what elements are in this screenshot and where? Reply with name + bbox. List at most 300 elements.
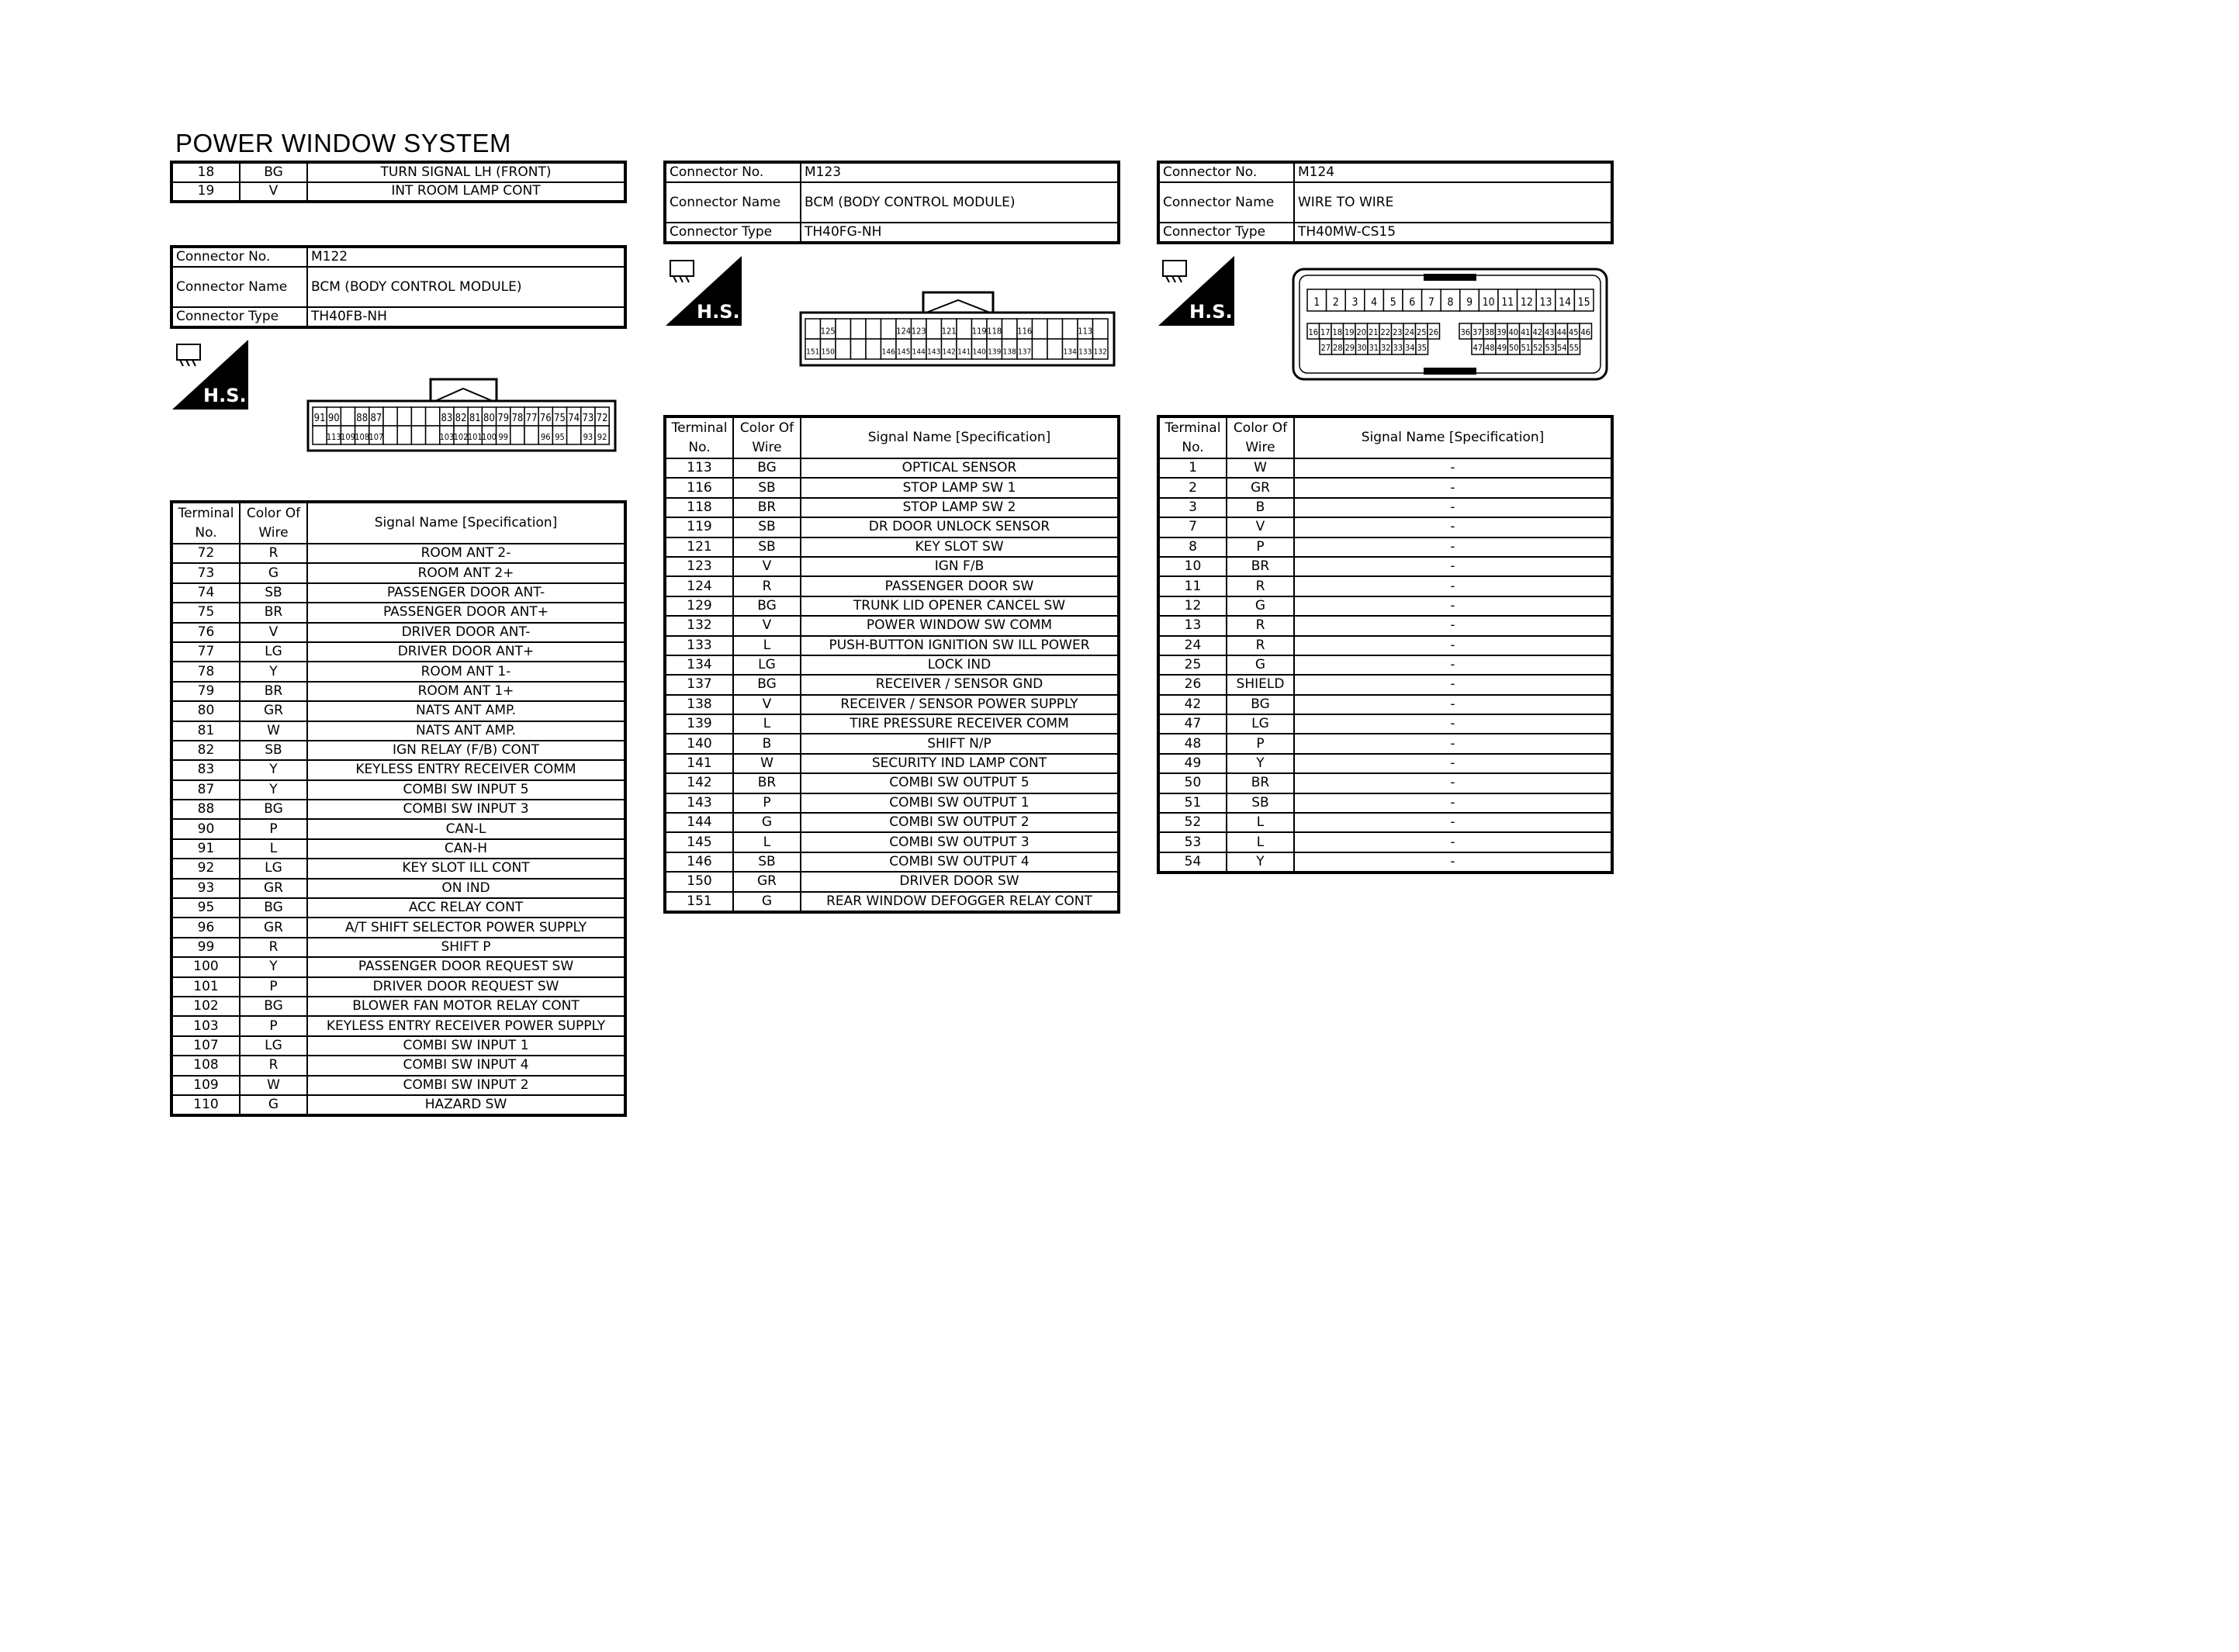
terminal-no-cell: 13 <box>1158 616 1227 635</box>
signal-name-cell: - <box>1294 458 1612 478</box>
connector-type-value: TH40MW-CS15 <box>1294 223 1612 243</box>
wire-color-cell: L <box>240 839 307 859</box>
pin-label: 124 <box>896 326 912 337</box>
terminal-no-cell: 137 <box>665 675 733 694</box>
pin-label: 103 <box>439 432 455 442</box>
signal-name-cell: COMBI SW INPUT 2 <box>307 1076 625 1095</box>
terminal-no-cell: 53 <box>1158 832 1227 852</box>
table-row <box>665 498 1119 517</box>
wire-color-cell: GR <box>240 918 307 937</box>
connector-type-label: Connector Type <box>171 307 307 327</box>
pin-label: 119 <box>971 326 987 337</box>
wire-color-cell: L <box>1227 813 1294 832</box>
table-row <box>171 918 625 937</box>
wire-color-cell: BG <box>1227 695 1294 714</box>
pin-cavity <box>1063 319 1078 339</box>
wire-color-cell: BR <box>1227 557 1294 576</box>
pin-cavity <box>397 426 411 444</box>
wire-color-cell: Y <box>240 957 307 976</box>
pin-label: 140 <box>972 347 986 357</box>
terminal-no-cell: 138 <box>665 695 733 714</box>
signal-name-cell: PASSENGER DOOR ANT- <box>307 583 625 603</box>
table-row <box>665 773 1119 793</box>
signal-name-header: Signal Name [Specification] <box>307 502 625 544</box>
pin-label: 46 <box>1580 327 1591 337</box>
terminal-no-cell: 99 <box>171 938 240 957</box>
pin-label: 113 <box>326 432 341 442</box>
signal-name-cell: PASSENGER DOOR REQUEST SW <box>307 957 625 976</box>
pin-label: 125 <box>820 326 836 337</box>
pin-cavity <box>866 319 881 339</box>
terminal-no-cell: 73 <box>171 563 240 582</box>
pin-label: 13 <box>1539 296 1552 309</box>
wire-color-cell: V <box>733 557 801 576</box>
signal-name-cell: COMBI SW OUTPUT 5 <box>801 773 1119 793</box>
signal-name-cell: COMBI SW INPUT 1 <box>307 1036 625 1056</box>
wire-color-cell: R <box>240 1056 307 1075</box>
terminal-no-cell: 121 <box>665 537 733 557</box>
wire-color-cell: Y <box>240 760 307 779</box>
table-row <box>171 583 625 603</box>
table-row <box>1158 695 1612 714</box>
table-row <box>1158 773 1612 793</box>
pin-label: 35 <box>1417 343 1427 353</box>
signal-name-cell: CAN-L <box>307 819 625 838</box>
pin-label: 5 <box>1389 296 1396 309</box>
table-row <box>171 1056 625 1075</box>
hs-label: H.S. <box>203 385 247 406</box>
harness-side-icon <box>1158 256 1234 326</box>
signal-name-cell: HAZARD SW <box>307 1095 625 1115</box>
signal-name-cell: COMBI SW OUTPUT 3 <box>801 832 1119 852</box>
pin-label: 123 <box>911 326 926 337</box>
signal-name-cell: SECURITY IND LAMP CONT <box>801 754 1119 773</box>
terminal-no-cell: 142 <box>665 773 733 793</box>
terminal-no-cell: 83 <box>171 760 240 779</box>
pin-label: 41 <box>1520 327 1531 337</box>
terminal-no-cell: 143 <box>665 793 733 813</box>
signal-name-cell: DRIVER DOOR ANT+ <box>307 642 625 662</box>
wire-color-cell: BR <box>1227 773 1294 793</box>
signal-name-cell: - <box>1294 596 1612 616</box>
pin-label: 80 <box>483 413 495 424</box>
wire-color-cell: BG <box>733 596 801 616</box>
signal-name-cell: IGN F/B <box>801 557 1119 576</box>
terminal-no-cell: 11 <box>1158 576 1227 596</box>
pin-label: 39 <box>1496 327 1507 337</box>
table-row <box>665 458 1119 478</box>
signal-name-cell: - <box>1294 813 1612 832</box>
terminal-no-cell: 119 <box>665 517 733 537</box>
connector-type-label: Connector Type <box>665 223 801 243</box>
pin-cavity <box>926 319 942 339</box>
wire-color-cell: R <box>240 544 307 563</box>
signal-name-cell: INT ROOM LAMP CONT <box>307 182 625 202</box>
table-row <box>171 603 625 622</box>
previous-terminal-table <box>170 161 627 203</box>
signal-name-cell: NATS ANT AMP. <box>307 721 625 741</box>
signal-name-header: Signal Name [Specification] <box>801 416 1119 458</box>
terminal-no-cell: 76 <box>171 623 240 642</box>
signal-name-cell: A/T SHIFT SELECTOR POWER SUPPLY <box>307 918 625 937</box>
table-row <box>1158 832 1612 852</box>
pin-label: 50 <box>1508 343 1519 353</box>
pin-label: 43 <box>1544 327 1555 337</box>
pin-label: 26 <box>1428 327 1439 337</box>
wire-color-cell: GR <box>240 879 307 898</box>
signal-name-cell: COMBI SW INPUT 4 <box>307 1056 625 1075</box>
pin-label: 150 <box>821 347 835 357</box>
signal-name-cell: LOCK IND <box>801 655 1119 675</box>
table-row <box>1158 576 1612 596</box>
wire-color-cell: SB <box>1227 793 1294 813</box>
signal-name-cell: SHIFT N/P <box>801 734 1119 753</box>
pin-label: 45 <box>1568 327 1579 337</box>
table-row <box>1158 616 1612 635</box>
pin-label: 88 <box>356 413 369 424</box>
signal-name-cell: TRUNK LID OPENER CANCEL SW <box>801 596 1119 616</box>
connector-name-label: Connector Name <box>171 267 307 307</box>
table-row <box>1158 557 1612 576</box>
terminal-no-cell: 10 <box>1158 557 1227 576</box>
table-row <box>171 182 625 202</box>
connector-diagram-m123 <box>799 291 1117 368</box>
pin-label: 23 <box>1392 327 1403 337</box>
signal-name-cell: STOP LAMP SW 1 <box>801 478 1119 497</box>
table-row <box>171 938 625 957</box>
signal-name-cell: POWER WINDOW SW COMM <box>801 616 1119 635</box>
pin-cavity <box>836 319 851 339</box>
terminal-no-header: Terminal No. <box>1158 416 1227 458</box>
signal-name-cell: - <box>1294 675 1612 694</box>
terminal-no-cell: 110 <box>171 1095 240 1115</box>
table-row <box>1158 458 1612 478</box>
wire-color-cell: Y <box>1227 852 1294 873</box>
connector-latch-arrow <box>926 300 990 313</box>
pin-label: 100 <box>482 432 497 442</box>
wire-color-cell: W <box>240 1076 307 1095</box>
wire-color-cell: V <box>733 616 801 635</box>
terminal-no-cell: 146 <box>665 852 733 872</box>
pin-cavity <box>957 319 972 339</box>
table-row <box>171 721 625 741</box>
pin-label: 29 <box>1344 343 1355 353</box>
wire-color-cell: P <box>1227 537 1294 557</box>
table-row <box>1158 498 1612 517</box>
terminal-no-cell: 2 <box>1158 478 1227 497</box>
pin-cavity <box>397 407 411 426</box>
table-row <box>1158 636 1612 655</box>
pin-label: 139 <box>988 347 1002 357</box>
table-row <box>171 780 625 800</box>
connector-info-m124 <box>1157 161 1614 244</box>
terminal-table-m122 <box>170 500 627 1117</box>
table-row <box>665 576 1119 596</box>
signal-name-cell: - <box>1294 655 1612 675</box>
wire-color-cell: Y <box>240 780 307 800</box>
table-row <box>665 872 1119 891</box>
pin-cavity <box>1047 339 1063 359</box>
table-row <box>171 839 625 859</box>
table-row <box>1158 714 1612 734</box>
table-row <box>171 859 625 878</box>
signal-name-cell: - <box>1294 852 1612 873</box>
wire-color-cell: LG <box>733 655 801 675</box>
signal-name-cell: ROOM ANT 2+ <box>307 563 625 582</box>
terminal-no-cell: 102 <box>171 997 240 1016</box>
signal-name-cell: - <box>1294 636 1612 655</box>
wire-color-cell: Y <box>240 662 307 681</box>
table-row <box>171 741 625 760</box>
table-row <box>171 957 625 976</box>
terminal-no-cell: 75 <box>171 603 240 622</box>
table-row <box>171 682 625 701</box>
pin-label: 20 <box>1356 327 1367 337</box>
signal-name-cell: DRIVER DOOR SW <box>801 872 1119 891</box>
connector-info-m122 <box>170 245 627 329</box>
pin-label: 146 <box>881 347 895 357</box>
wire-color-cell: SB <box>240 583 307 603</box>
wire-color-cell: Y <box>1227 754 1294 773</box>
wire-color-cell: V <box>1227 517 1294 537</box>
pin-label: 11 <box>1501 296 1514 309</box>
signal-name-cell: STOP LAMP SW 2 <box>801 498 1119 517</box>
pin-label: 32 <box>1380 343 1391 353</box>
table-row <box>171 701 625 721</box>
pin-cavity <box>851 339 867 359</box>
signal-name-cell: PASSENGER DOOR SW <box>801 576 1119 596</box>
wire-color-cell: BG <box>240 898 307 918</box>
pin-label: 113 <box>1078 326 1093 337</box>
connector-key-bottom <box>1424 368 1476 375</box>
terminal-no-cell: 48 <box>1158 734 1227 753</box>
pin-label: 31 <box>1369 343 1379 353</box>
terminal-no-cell: 25 <box>1158 655 1227 675</box>
pin-label: 53 <box>1545 343 1556 353</box>
table-row <box>171 1016 625 1035</box>
terminal-no-cell: 95 <box>171 898 240 918</box>
table-row <box>1158 793 1612 813</box>
signal-name-cell: - <box>1294 832 1612 852</box>
terminal-no-cell: 49 <box>1158 754 1227 773</box>
pin-label: 76 <box>539 413 552 424</box>
terminal-no-cell: 101 <box>171 977 240 997</box>
pin-cavity <box>1033 319 1048 339</box>
pin-label: 72 <box>596 413 608 424</box>
terminal-no-cell: 80 <box>171 701 240 721</box>
connector-type-value: TH40FG-NH <box>801 223 1119 243</box>
signal-name-cell: BLOWER FAN MOTOR RELAY CONT <box>307 997 625 1016</box>
pin-cavity <box>341 407 355 426</box>
wire-color-cell: P <box>240 1016 307 1035</box>
pin-label: 17 <box>1320 327 1331 337</box>
table-row <box>665 734 1119 753</box>
pin-label: 38 <box>1484 327 1495 337</box>
wire-color-cell: P <box>240 819 307 838</box>
signal-name-cell: ROOM ANT 2- <box>307 544 625 563</box>
pin-label: 77 <box>525 413 538 424</box>
wire-color-cell: GR <box>733 872 801 891</box>
wire-color-cell: BR <box>240 682 307 701</box>
terminal-no-cell: 82 <box>171 741 240 760</box>
terminal-no-cell: 42 <box>1158 695 1227 714</box>
wire-color-cell: L <box>733 832 801 852</box>
terminal-no-cell: 88 <box>171 800 240 819</box>
signal-name-cell: DRIVER DOOR ANT- <box>307 623 625 642</box>
table-row <box>171 879 625 898</box>
wire-color-cell: SB <box>733 537 801 557</box>
terminal-no-cell: 77 <box>171 642 240 662</box>
connector-latch-arrow <box>435 389 493 401</box>
signal-name-cell: - <box>1294 714 1612 734</box>
table-row <box>665 695 1119 714</box>
connector-type-value: TH40FB-NH <box>307 307 625 327</box>
pin-label: 142 <box>942 347 956 357</box>
color-of-wire-header: Color Of Wire <box>240 502 307 544</box>
pin-label: 118 <box>987 326 1002 337</box>
table-row <box>171 997 625 1016</box>
terminal-no-cell: 93 <box>171 879 240 898</box>
terminal-table-m124 <box>1157 415 1614 874</box>
terminal-no-cell: 1 <box>1158 458 1227 478</box>
terminal-no-cell: 78 <box>171 662 240 681</box>
pin-label: 109 <box>341 432 355 442</box>
terminal-no-cell: 103 <box>171 1016 240 1035</box>
wire-color-cell: R <box>733 576 801 596</box>
terminal-no-cell: 132 <box>665 616 733 635</box>
pin-label: 101 <box>467 432 483 442</box>
pin-label: 36 <box>1460 327 1471 337</box>
table-row <box>1158 596 1612 616</box>
signal-name-cell: RECEIVER / SENSOR POWER SUPPLY <box>801 695 1119 714</box>
terminal-no-cell: 91 <box>171 839 240 859</box>
table-row <box>171 898 625 918</box>
table-row <box>171 760 625 779</box>
pin-label: 102 <box>453 432 469 442</box>
wire-color-cell: BG <box>733 675 801 694</box>
wire-color-cell: P <box>733 793 801 813</box>
connector-name-value: BCM (BODY CONTROL MODULE) <box>801 182 1119 223</box>
wire-color-cell: G <box>240 1095 307 1115</box>
table-row <box>1158 655 1612 675</box>
pin-label: 40 <box>1508 327 1519 337</box>
pin-label: 96 <box>541 432 551 442</box>
signal-name-cell: COMBI SW OUTPUT 2 <box>801 813 1119 832</box>
terminal-no-cell: 96 <box>171 918 240 937</box>
wire-color-cell: L <box>733 714 801 734</box>
pin-label: 108 <box>355 432 370 442</box>
terminal-no-cell: 47 <box>1158 714 1227 734</box>
pin-label: 28 <box>1332 343 1343 353</box>
wire-color-cell: L <box>1227 832 1294 852</box>
table-row <box>665 754 1119 773</box>
connector-no-value: M123 <box>801 162 1119 182</box>
pin-label: 99 <box>498 432 508 442</box>
pin-label: 121 <box>941 326 957 337</box>
signal-name-cell: KEYLESS ENTRY RECEIVER COMM <box>307 760 625 779</box>
pin-cavity <box>411 407 425 426</box>
wire-color-cell: B <box>1227 498 1294 517</box>
wire-color-cell: R <box>240 938 307 957</box>
pin-label: 137 <box>1018 347 1032 357</box>
wire-color-cell: LG <box>240 1036 307 1056</box>
wire-color-cell: W <box>1227 458 1294 478</box>
connector-name-label: Connector Name <box>1158 182 1294 223</box>
pin-label: 138 <box>1002 347 1016 357</box>
table-row <box>171 800 625 819</box>
terminal-no-cell: 24 <box>1158 636 1227 655</box>
connector-no-value: M122 <box>307 247 625 267</box>
terminal-no-cell: 92 <box>171 859 240 878</box>
signal-name-cell: ON IND <box>307 879 625 898</box>
terminal-no-cell: 51 <box>1158 793 1227 813</box>
signal-name-cell: REAR WINDOW DEFOGGER RELAY CONT <box>801 892 1119 912</box>
pin-label: 30 <box>1356 343 1367 353</box>
signal-name-cell: COMBI SW OUTPUT 1 <box>801 793 1119 813</box>
table-row <box>1158 813 1612 832</box>
pin-label: 92 <box>597 432 607 442</box>
signal-name-cell: OPTICAL SENSOR <box>801 458 1119 478</box>
terminal-no-cell: 133 <box>665 636 733 655</box>
pin-label: 91 <box>313 413 326 424</box>
pin-cavity <box>567 426 581 444</box>
pin-label: 34 <box>1404 343 1415 353</box>
wire-color-cell: BR <box>733 773 801 793</box>
terminal-no-cell: 54 <box>1158 852 1227 873</box>
table-row <box>1158 852 1612 873</box>
wire-color-cell: G <box>1227 655 1294 675</box>
wire-color-cell: SB <box>733 852 801 872</box>
pin-cavity <box>851 319 867 339</box>
pin-cavity <box>510 426 524 444</box>
signal-name-cell: - <box>1294 773 1612 793</box>
terminal-no-cell: 3 <box>1158 498 1227 517</box>
signal-name-cell: - <box>1294 616 1612 635</box>
hs-label: H.S. <box>697 301 740 323</box>
connector-diagram-m124 <box>1292 268 1610 384</box>
signal-name-cell: - <box>1294 793 1612 813</box>
terminal-no-header: Terminal No. <box>171 502 240 544</box>
pin-label: 42 <box>1532 327 1543 337</box>
pin-label: 48 <box>1484 343 1495 353</box>
terminal-no-cell: 18 <box>171 162 240 182</box>
wire-color-cell: P <box>240 977 307 997</box>
terminal-no-cell: 116 <box>665 478 733 497</box>
pin-label: 10 <box>1482 296 1495 309</box>
connector-key-top <box>1424 274 1476 281</box>
terminal-no-cell: 139 <box>665 714 733 734</box>
color-of-wire-header: Color Of Wire <box>733 416 801 458</box>
wire-color-cell: BR <box>733 498 801 517</box>
pin-cavity <box>1093 319 1109 339</box>
wire-color-cell: SB <box>240 741 307 760</box>
signal-name-cell: - <box>1294 576 1612 596</box>
table-row <box>665 852 1119 872</box>
terminal-no-cell: 50 <box>1158 773 1227 793</box>
terminal-no-cell: 52 <box>1158 813 1227 832</box>
table-row <box>1158 675 1612 694</box>
connector-name-label: Connector Name <box>665 182 801 223</box>
wire-color-cell: R <box>1227 576 1294 596</box>
terminal-no-header: Terminal No. <box>665 416 733 458</box>
pin-label: 107 <box>369 432 384 442</box>
table-row <box>1158 754 1612 773</box>
table-row <box>665 616 1119 635</box>
signal-name-cell: COMBI SW OUTPUT 4 <box>801 852 1119 872</box>
terminal-no-cell: 145 <box>665 832 733 852</box>
pin-label: 55 <box>1569 343 1580 353</box>
pin-label: 3 <box>1351 296 1358 309</box>
